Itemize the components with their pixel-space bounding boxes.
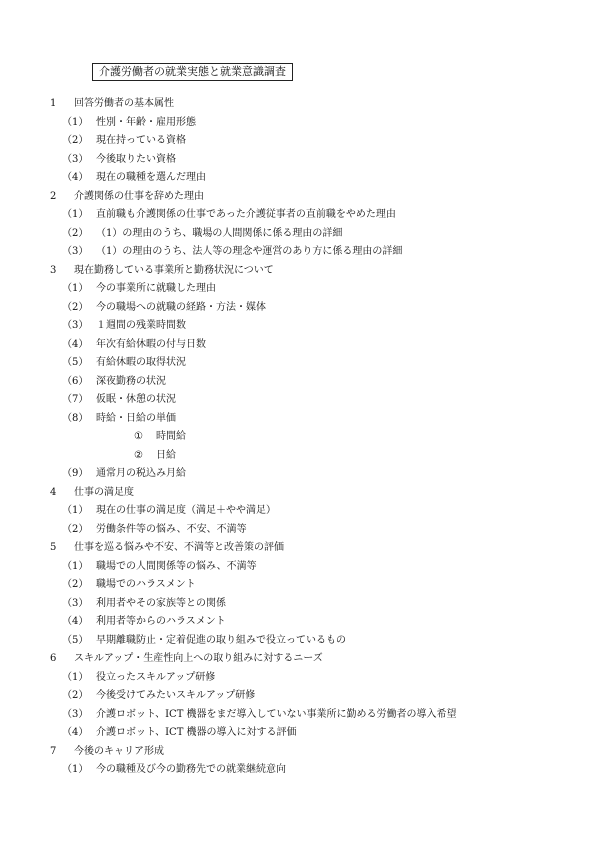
subsection-item xyxy=(50,243,570,262)
item-label: 早期離職防止・定着促進の取り組みで役立っているもの xyxy=(96,634,346,646)
item-number: （4） xyxy=(62,172,89,183)
subsection-item xyxy=(50,391,570,410)
item-label: 職場でのハラスメント xyxy=(96,579,196,590)
table-of-contents xyxy=(50,95,570,780)
item-number: （3） xyxy=(62,597,89,609)
subsection-item xyxy=(50,502,570,521)
subsection-item xyxy=(50,687,570,706)
item-label: 現在の職種を選んだ理由 xyxy=(96,172,206,183)
section-heading xyxy=(50,188,570,207)
item-number: （4） xyxy=(62,338,89,350)
subsection-item xyxy=(50,373,570,392)
item-number: （4） xyxy=(62,616,89,627)
item-number: （8） xyxy=(62,412,89,424)
item-number: （1） xyxy=(62,283,89,294)
item-label: 今後取りたい資格 xyxy=(96,153,176,165)
item-label: 年次有給休暇の付与日数 xyxy=(96,338,206,350)
subsubsection-item xyxy=(50,428,570,447)
item-label: 労働条件等の悩み、不安、不満等 xyxy=(96,523,247,535)
subsection-item xyxy=(50,761,570,780)
subsection-item xyxy=(50,632,570,651)
item-number: （7） xyxy=(62,394,89,405)
item-number: ① xyxy=(134,431,143,442)
subsection-item xyxy=(50,465,570,484)
section-heading xyxy=(50,95,570,114)
section-label: 今後のキャリア形成 xyxy=(74,745,164,757)
section-number: 6 xyxy=(50,653,57,664)
item-number: （2） xyxy=(62,579,89,590)
item-label: 利用者やその家族等との関係 xyxy=(96,597,226,609)
item-label: 介護ロボット、ICT 機器をまだ導入していない事業所に勤める労働者の導入希望 xyxy=(96,708,457,720)
section-label: スキルアップ・生産性向上への取り組みに対するニーズ xyxy=(74,653,323,664)
subsection-item xyxy=(50,354,570,373)
item-label: 仮眠・休憩の状況 xyxy=(96,394,176,405)
subsection-item xyxy=(50,521,570,540)
item-number: （5） xyxy=(62,634,89,646)
document-title: 介護労働者の就業実態と就業意識調査 xyxy=(92,63,293,81)
item-number: （4） xyxy=(62,727,89,738)
item-number: （1） xyxy=(62,209,89,220)
section-number: 1 xyxy=(50,98,57,109)
section-heading xyxy=(50,539,570,558)
subsection-item xyxy=(50,613,570,632)
subsection-item xyxy=(50,706,570,725)
subsection-item xyxy=(50,206,570,225)
item-label: 現在持っている資格 xyxy=(96,135,186,146)
item-number: （5） xyxy=(62,357,89,368)
subsection-item xyxy=(50,225,570,244)
item-label: 現在の仕事の満足度（満足＋やや満足） xyxy=(96,505,276,516)
item-label: 今の職場への就職の経路・方法・媒体 xyxy=(96,301,266,313)
section-number: 5 xyxy=(50,542,57,553)
item-label: 役立ったスキルアップ研修 xyxy=(96,671,216,683)
subsection-item xyxy=(50,410,570,429)
subsection-item xyxy=(50,114,570,133)
item-label: 性別・年齢・雇用形態 xyxy=(96,116,196,128)
subsection-item xyxy=(50,576,570,595)
subsection-item xyxy=(50,724,570,743)
item-label: （1）の理由のうち、法人等の理念や運営のあり方に係る理由の詳細 xyxy=(96,246,403,257)
item-number: （3） xyxy=(62,708,89,720)
item-label: 通常月の税込み月給 xyxy=(96,468,186,479)
section-heading xyxy=(50,743,570,762)
item-label: 日給 xyxy=(156,449,176,461)
subsection-item xyxy=(50,169,570,188)
section-label: 仕事の満足度 xyxy=(74,486,134,498)
subsection-item xyxy=(50,280,570,299)
subsection-item xyxy=(50,317,570,336)
section-number: 7 xyxy=(50,745,57,757)
item-number: （3） xyxy=(62,153,89,165)
item-number: （1） xyxy=(62,671,89,683)
section-heading xyxy=(50,650,570,669)
section-heading xyxy=(50,262,570,281)
item-label: 直前職も介護関係の仕事であった介護従事者の直前職をやめた理由 xyxy=(96,209,396,220)
section-label: 現在勤務している事業所と勤務状況について xyxy=(74,264,274,276)
item-number: （2） xyxy=(62,135,89,146)
item-number: （6） xyxy=(62,375,89,387)
subsection-item xyxy=(50,151,570,170)
section-number: 2 xyxy=(50,190,57,202)
item-label: 職場での人間関係等の悩み、不満等 xyxy=(96,560,257,572)
item-number: （1） xyxy=(62,505,89,516)
subsection-item xyxy=(50,299,570,318)
section-number: 4 xyxy=(50,486,57,498)
item-number: （1） xyxy=(62,116,89,128)
item-number: ② xyxy=(134,449,143,461)
subsection-item xyxy=(50,558,570,577)
item-number: （2） xyxy=(62,523,89,535)
item-label: 今の職種及び今の勤務先での就業継続意向 xyxy=(96,764,286,775)
item-label: 深夜勤務の状況 xyxy=(96,375,166,387)
section-heading xyxy=(50,484,570,503)
item-label: 今の事業所に就職した理由 xyxy=(96,283,216,294)
item-number: （3） xyxy=(62,246,89,257)
item-label: 有給休暇の取得状況 xyxy=(96,357,186,368)
item-number: （2） xyxy=(62,301,89,313)
item-number: （2） xyxy=(62,227,89,239)
item-number: （1） xyxy=(62,764,89,775)
subsection-item xyxy=(50,336,570,355)
item-number: （2） xyxy=(62,690,89,701)
subsection-item xyxy=(50,132,570,151)
item-label: 介護ロボット、ICT 機器の導入に対する評価 xyxy=(96,727,297,738)
item-label: 今後受けてみたいスキルアップ研修 xyxy=(96,690,256,701)
section-label: 仕事を巡る悩みや不安、不満等と改善策の評価 xyxy=(74,542,284,553)
section-label: 介護関係の仕事を辞めた理由 xyxy=(74,190,204,202)
subsection-item xyxy=(50,595,570,614)
item-label: 時給・日給の単価 xyxy=(96,412,176,424)
section-label: 回答労働者の基本属性 xyxy=(74,98,174,109)
subsection-item xyxy=(50,669,570,688)
item-label: 時間給 xyxy=(156,431,186,442)
item-label: １週間の残業時間数 xyxy=(96,320,186,331)
item-number: （1） xyxy=(62,560,89,572)
item-label: （1）の理由のうち、職場の人間関係に係る理由の詳細 xyxy=(96,227,343,239)
item-number: （3） xyxy=(62,320,89,331)
item-number: （9） xyxy=(62,468,89,479)
item-label: 利用者等からのハラスメント xyxy=(96,616,226,627)
subsubsection-item xyxy=(50,447,570,466)
section-number: 3 xyxy=(50,264,57,276)
